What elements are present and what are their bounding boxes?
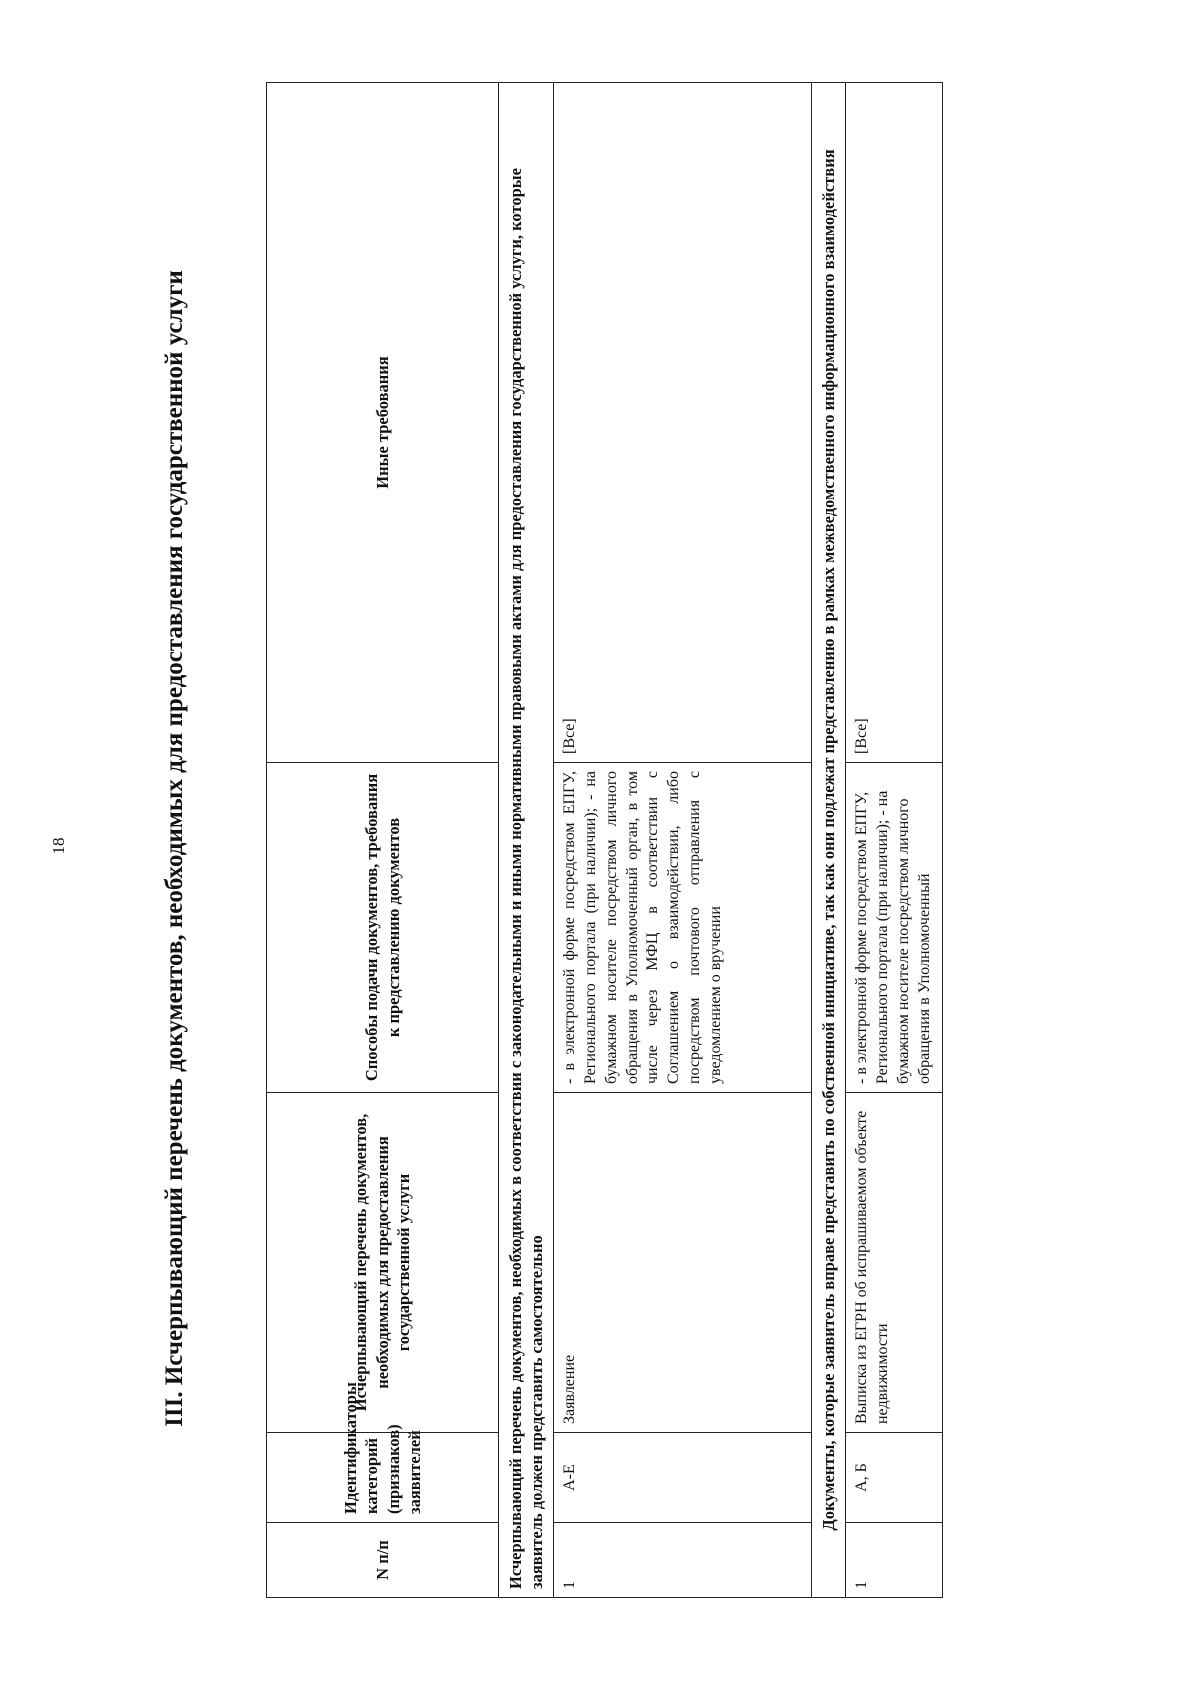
section-heading: Документы, которые заявитель вправе представить по собственной инициативе, так как они подлежат представлению в рамках межведомственного информационного взаимодействия	[812, 83, 846, 1598]
documents-table	[266, 82, 943, 1598]
row-document: Заявление	[554, 1093, 812, 1433]
row-identifiers: А, Б	[846, 1433, 942, 1523]
section-row-self-submitted	[499, 83, 554, 1598]
header-num: N п/п	[267, 1523, 499, 1598]
row-document: Выписка из ЕГРН об испрашиваемом объекте недвижимости	[846, 1093, 942, 1433]
table-header-row	[267, 83, 499, 1598]
row-methods: - в электронной форме посредством ЕПГУ, Регионального портала (при наличии); - на бумажном носителе посредством личного обращения в Уполномоченный	[846, 763, 942, 1093]
page-number: 18	[49, 837, 68, 855]
header-identifiers: Идентификаторы категорий (признаков) заявителей	[267, 1433, 499, 1523]
table-row	[554, 83, 812, 1598]
row-identifiers: А-Е	[554, 1433, 812, 1523]
table-row	[846, 83, 942, 1598]
page-title: III. Исчерпывающий перечень документов, необходимых для предоставления государственной услуги	[161, 270, 188, 1427]
header-documents: Исчерпывающий перечень документов, необходимых для предоставления государственной услуги	[267, 1093, 499, 1433]
row-num: 1	[846, 1523, 942, 1598]
section-row-interagency	[812, 83, 846, 1598]
header-other: Иные требования	[267, 83, 499, 763]
row-other: [Все]	[554, 83, 812, 763]
section-heading: Исчерпывающий перечень документов, необходимых в соответствии с законодательными и иными нормативными правовыми актами для предоставления государственной услуги, которые заявитель должен представить самостоятельно	[499, 83, 554, 1598]
row-other: [Все]	[846, 83, 942, 763]
row-methods: - в электронной форме посредством ЕПГУ, Регионального портала (при наличии); - на бумажном носителе посредством личного обращения в Уполномоченный орган, в том числе через МФЦ в соответствии с Соглашением о взаимодействии, либо посредством почтового отправления с уведомлением о вручении	[554, 763, 812, 1093]
header-methods: Способы подачи документов, требования к представлению документов	[267, 763, 499, 1093]
row-num: 1	[554, 1523, 812, 1598]
